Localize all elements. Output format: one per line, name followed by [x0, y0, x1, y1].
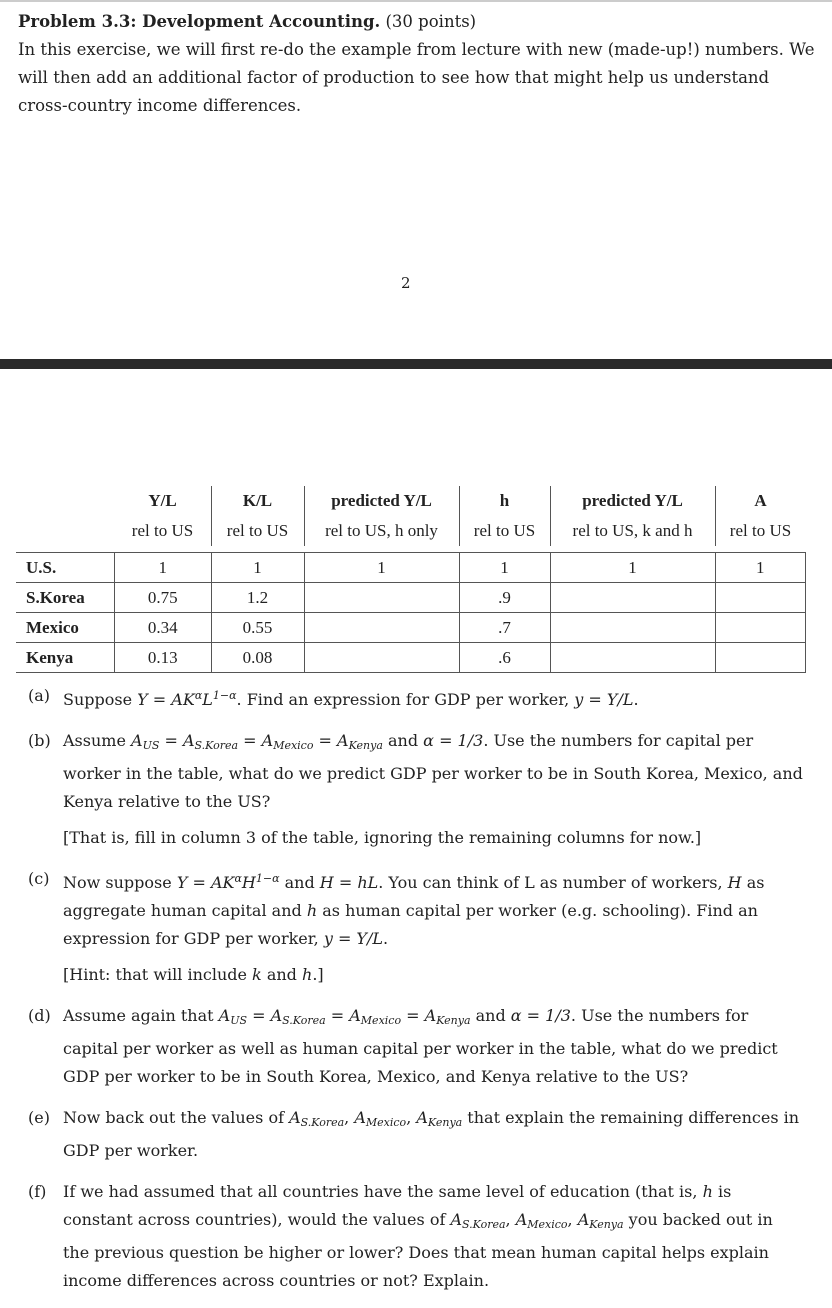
question-d	[28, 1002, 803, 1091]
question-text: If we had assumed that all countries have the same level of education (that is, h is constant across countries), would the values of $A_{S.Korea}$, $A_{Mexico}$, $A_{Kenya}$ you backed out in the previous question be higher or lower? Does that mean human capital helps explain income differences across countries or not? Explain.	[63, 1182, 773, 1290]
question-f	[28, 1178, 803, 1295]
header-a: A	[715, 486, 806, 516]
table-header-row-top	[16, 486, 806, 516]
table-cell: 1	[459, 553, 550, 583]
table-row	[16, 583, 806, 613]
row-label: S.Korea	[16, 583, 115, 613]
header-kl: K/L	[211, 486, 304, 516]
row-label: Kenya	[16, 643, 115, 673]
table-row	[16, 613, 806, 643]
table-cell: 0.55	[211, 613, 304, 643]
header-sub: rel to US	[715, 516, 806, 546]
question-note: [That is, fill in column 3 of the table, ignoring the remaining columns for now.]	[63, 828, 702, 847]
table-cell	[715, 583, 806, 613]
page-number: 2	[401, 274, 411, 292]
question-e	[28, 1104, 803, 1165]
question-list	[28, 682, 803, 1308]
question-text: Now suppose $Y = AK^\alpha H^{1-\alpha}$ and H = hL. You can think of L as number of workers, H as aggregate human capital and h as human capital per worker (e.g. schooling). Find an expression for GDP per worker, y = Y/L.	[63, 872, 765, 948]
header-sub: rel to US, k and h	[550, 516, 715, 546]
row-label: U.S.	[16, 553, 115, 583]
table-row	[16, 553, 806, 583]
table-cell: .7	[459, 613, 550, 643]
problem-points: (30 points)	[385, 12, 477, 31]
top-rule	[0, 0, 832, 2]
question-label: (f)	[28, 1182, 47, 1201]
header-sub: rel to US	[131, 521, 194, 540]
question-text: Assume again that $A_{US} = A_{S.Korea} = A_{Mexico} = A_{Kenya}$ and α = 1/3. Use the numbers for capital per worker as well as human capital per worker in the table, what do we predict GDP per worker to be in South Korea, Mexico, and Kenya relative to the US?	[63, 1006, 778, 1086]
problem-intro: In this exercise, we will first re-do the example from lecture with new (made-up!) numbers. We will then add an additional factor of production to see how that might help us understand cross-country income differences.	[18, 40, 815, 115]
question-text: Suppose $Y = AK^\alpha L^{1-\alpha}$. Find an expression for GDP per worker, y = Y/L.	[63, 689, 639, 709]
question-a	[28, 682, 803, 714]
table-cell: 0.34	[115, 613, 212, 643]
question-label: (a)	[28, 686, 51, 705]
question-label: (e)	[28, 1108, 50, 1127]
table-cell: 1.2	[211, 583, 304, 613]
table-cell: 0.08	[211, 643, 304, 673]
table-row	[16, 643, 806, 673]
header-sub: rel to US, h only	[304, 516, 459, 546]
problem-title: Problem 3.3: Development Accounting.	[18, 12, 381, 31]
table-cell	[304, 643, 459, 673]
question-hint: [Hint: that will include k and h.]	[63, 965, 324, 984]
table-cell	[304, 583, 459, 613]
question-text: Now back out the values of $A_{S.Korea}$, $A_{Mexico}$, $A_{Kenya}$ that explain the remaining differences in GDP per worker.	[63, 1108, 800, 1160]
table-cell: 1	[211, 553, 304, 583]
table-cell	[550, 643, 715, 673]
development-accounting-table	[16, 486, 806, 673]
table-cell	[715, 613, 806, 643]
question-label: (b)	[28, 731, 51, 750]
table-cell: 0.75	[115, 583, 212, 613]
question-b	[28, 727, 803, 852]
table-cell: 1	[550, 553, 715, 583]
table-cell	[304, 613, 459, 643]
header-h: h	[459, 486, 550, 516]
header-predicted-h-only: predicted Y/L	[304, 486, 459, 516]
header-sub: rel to US	[459, 516, 550, 546]
table-cell: .6	[459, 643, 550, 673]
question-label: (c)	[28, 869, 50, 888]
question-text: Assume $A_{US} = A_{S.Korea} = A_{Mexico} = A_{Kenya}$ and α = 1/3. Use the numbers for capital per worker in the table, what do we predict GDP per worker to be in South Korea, Mexico, and Kenya relative to the US?	[63, 731, 803, 811]
table-cell: 1	[304, 553, 459, 583]
problem-header	[18, 8, 818, 120]
header-sub: rel to US	[211, 516, 304, 546]
table-cell	[550, 613, 715, 643]
question-c	[28, 865, 803, 989]
question-label: (d)	[28, 1006, 51, 1025]
header-yl: Y/L	[148, 491, 177, 510]
table-header-row-bottom	[16, 516, 806, 546]
table-cell	[550, 583, 715, 613]
table-cell: 1	[115, 553, 212, 583]
table-cell: 0.13	[115, 643, 212, 673]
page-break-bar	[0, 359, 832, 369]
data-table-wrapper	[16, 486, 832, 673]
table-cell: 1	[715, 553, 806, 583]
row-label: Mexico	[16, 613, 115, 643]
table-cell: .9	[459, 583, 550, 613]
table-cell	[715, 643, 806, 673]
header-predicted-k-and-h: predicted Y/L	[550, 486, 715, 516]
